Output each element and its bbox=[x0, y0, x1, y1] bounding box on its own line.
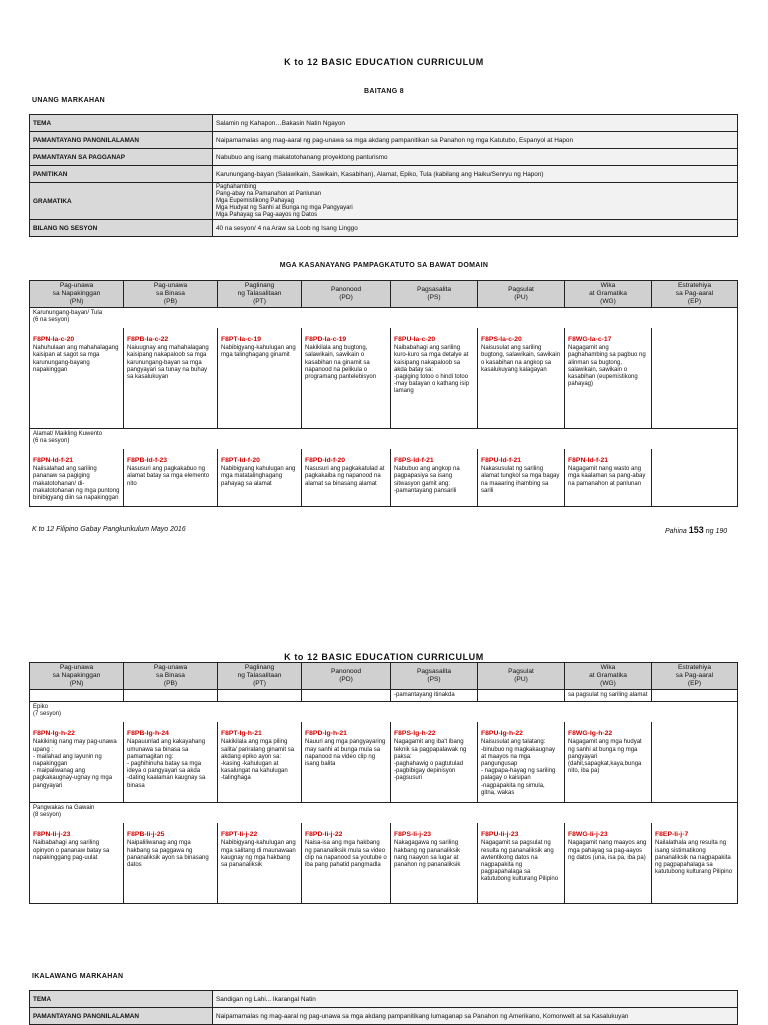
competency-text: Nagagamit nang wasto ang mga kaalaman sa pang-abay na pamanahon at panlunan bbox=[568, 466, 646, 487]
skill-cell bbox=[391, 823, 478, 903]
skill-cell bbox=[218, 449, 302, 507]
competency-text: Nauuri ang mga pangyayaring may sanhi at bunga mula sa napanood na video clip ng isang balita bbox=[305, 739, 386, 767]
section-title-text: Epiko (7 sesyon) bbox=[33, 703, 62, 718]
summary-label: PAMANTAYANG PANGNILALAMAN bbox=[30, 132, 213, 149]
competency-text: Naibabahagi ang sariling opinyon o pananaw batay sa napakinggang pag-uulat bbox=[33, 840, 110, 861]
column-header-row bbox=[30, 281, 738, 308]
page-number bbox=[665, 525, 727, 535]
summary-label: TEMA bbox=[30, 115, 213, 132]
competency-code: F8PS-Ig-h-22 bbox=[394, 730, 436, 738]
skill-cell bbox=[218, 722, 302, 802]
competency-code: F8PB-Ia-c-22 bbox=[127, 336, 169, 344]
skill-cell bbox=[652, 722, 738, 802]
skill-cell bbox=[302, 449, 391, 507]
continuation-cell bbox=[218, 689, 302, 701]
competency-text: Naibabahagi ang sariling kuro-kuro sa mga detalye at kaisipang nakapaloob sa akda batay sa: -pagiging totoo o hindi totoo -may batayan o kathang isip lamang bbox=[394, 345, 470, 395]
summary-label: GRAMATIKA bbox=[30, 183, 213, 220]
section-title bbox=[30, 428, 738, 449]
continuation-cell bbox=[652, 689, 738, 701]
section-title-row bbox=[30, 428, 738, 449]
skill-cell bbox=[565, 328, 652, 428]
summary-value: Sandigan ng Lahi... Ikarangal Natin bbox=[213, 991, 738, 1008]
summary-row bbox=[30, 220, 738, 237]
column-header: Wika at Gramatika (WG) bbox=[565, 663, 652, 690]
summary-table-2 bbox=[29, 990, 738, 1025]
skill-cell bbox=[124, 722, 218, 802]
summary-label: PAMANTAYANG PANGNILALAMAN bbox=[30, 1008, 213, 1025]
section-title-row bbox=[30, 307, 738, 328]
skill-cell bbox=[652, 449, 738, 507]
competency-text: Nabibigyang-kahulugan ang mga salitang di maunawaan kaugnay ng mga hakbang sa pananaliksik bbox=[221, 840, 296, 868]
competency-code: F8PD-Ia-c-19 bbox=[305, 336, 347, 344]
column-header: Estratehiya sa Pag-aaral (EP) bbox=[652, 663, 738, 690]
summary-value: Naipamamalas ng mag-aaral ng pag-unawa sa mga akdang pampanitikang lumaganap sa Panahon ng Amerikano, Komonwelt at sa Kasalukuyan bbox=[213, 1008, 738, 1025]
summary-label: PANITIKAN bbox=[30, 166, 213, 183]
skill-cell bbox=[652, 823, 738, 903]
skill-cell bbox=[124, 449, 218, 507]
competency-code: F8WG-Ii-j-23 bbox=[568, 831, 608, 839]
competency-text: Nasusuri ang pagkakatulad at pagkakaiba ng napanood na alamat sa binasang alamat bbox=[305, 466, 385, 487]
skill-cell bbox=[391, 328, 478, 428]
section-title-row bbox=[30, 701, 738, 722]
continuation-row bbox=[30, 689, 738, 701]
competency-code: F8PN-Ia-c-20 bbox=[33, 336, 75, 344]
skills-row bbox=[30, 823, 738, 903]
skills-row bbox=[30, 328, 738, 428]
competency-text: Naisusulat ang talatang: -binubuo ng magkakaugnay at maayos na mga pangungusap - nagpapa-hayag ng sariling palagay o kaisipan -nagpapakita ng simula, gitna, wakas bbox=[481, 739, 556, 796]
section-title-row bbox=[30, 802, 738, 823]
page-number-prefix: Pahina bbox=[665, 528, 687, 535]
competency-text: Napauunlad ang kakayahang umunawa sa binasa sa pamamagitan ng: - paghihinuha batay sa mga ideya o pangyayari sa akda -dating kaalaman kaugnay sa binasa bbox=[127, 739, 206, 789]
competency-code: F8WG-Ia-c-17 bbox=[568, 336, 612, 344]
competency-code: F8PS-Id-f-21 bbox=[394, 456, 434, 464]
skill-cell bbox=[391, 722, 478, 802]
competency-code: F8PT-Ii-j-22 bbox=[221, 831, 258, 839]
skill-cell bbox=[478, 328, 565, 428]
competency-text: Nakasusulat ng sariling alamat tungkol sa mga bagay na maaaring ihambing sa sarili bbox=[481, 466, 560, 494]
skill-cell bbox=[565, 449, 652, 507]
skills-row bbox=[30, 722, 738, 802]
competency-code: F8PU-Ia-c-20 bbox=[394, 336, 436, 344]
competency-text: Nabibigyang kahulugan ang mga matatalinghagang pahayag sa alamat bbox=[221, 466, 296, 487]
continuation-cell bbox=[30, 689, 124, 701]
section-title-text: Pangwakas na Gawain (8 sesyon) bbox=[33, 804, 95, 818]
competency-code: F8PN-Id-f-21 bbox=[33, 456, 74, 464]
skill-cell bbox=[218, 328, 302, 428]
skill-cell bbox=[124, 328, 218, 428]
summary-value: Paghahambing Pang-abay na Pamanahon at Panlunan Mga Eupemistikong Pahayag Mga Hudyat ng Sanhi at Bunga ng mga Pangyayari Mga Pahayag sa Pag-aayos ng Datos bbox=[213, 183, 738, 220]
skills-row bbox=[30, 449, 738, 507]
summary-label: BILANG NG SESYON bbox=[30, 220, 213, 237]
competency-text: Nakikilala ang mga piling salita/ pariralang ginamit sa akdang epiko ayon sa: -kasing -kahulugan at kasalungat na kahulugan -talinghaga bbox=[221, 739, 295, 782]
summary-label: TEMA bbox=[30, 991, 213, 1008]
skill-cell bbox=[302, 328, 391, 428]
summary-label: PAMANTAYAN SA PAGGANAP bbox=[30, 149, 213, 166]
skill-cell bbox=[478, 722, 565, 802]
summary-row bbox=[30, 166, 738, 183]
skill-cell bbox=[30, 328, 124, 428]
column-header: Pagsulat (PU) bbox=[478, 281, 565, 308]
domain-title: MGA KASANAYANG PAMPAGKATUTO SA BAWAT DOMAIN bbox=[279, 262, 489, 269]
competency-code: F8PT-Id-f-20 bbox=[221, 456, 260, 464]
column-header-row bbox=[30, 663, 738, 690]
competency-text: Nailalathala ang resulta ng isang sistimatikong pananaliksik na nagpapakita ng pagpapahalaga sa katutubong kulturang Pilipino bbox=[655, 840, 733, 876]
competency-text: Naipaliliwanag ang mga hakbang sa paggawa ng pananaliksik ayon sa binasang datos bbox=[127, 840, 209, 868]
competency-text: Nagagamit ang mga hudyat ng sanhi at bunga ng mga pangyayari (dahil,sapagkat,kaya,bunga nito, iba pa) bbox=[568, 739, 642, 775]
competency-text: Nakagagawa ng sariling hakbang ng pananaliksik nang naayon sa lugar at panahon ng pananaliksik bbox=[394, 840, 461, 868]
summary-value: Nabubuo ang isang makatotohanang proyektong panturismo bbox=[213, 149, 738, 166]
competency-text: Nakikilala ang bugtong, salawikain, sawikain o kasabihan na ginamit sa napanood na pelikula o programang pantelebisyon bbox=[305, 345, 377, 380]
skill-cell bbox=[30, 722, 124, 802]
summary-row bbox=[30, 991, 738, 1008]
competency-text: Naisa-isa ang mga hakbang ng pananaliksik mula sa video clip na napanood sa youtube o iba pang pahatid pangmadla bbox=[305, 840, 387, 868]
continuation-cell: sa pagsulat ng sariling alamat bbox=[565, 689, 652, 701]
summary-body bbox=[30, 115, 738, 237]
continuation-cell bbox=[478, 689, 565, 701]
competency-text: Nakikinig nang may pag-unawa upang : - mailahad ang layunin ng napakinggan - maipaliwanag ang pagkakaugnay-ugnay ng mga pangyayari bbox=[33, 739, 117, 789]
column-header: Pag-unawa sa Binasa (PB) bbox=[124, 663, 218, 690]
competency-text: Nagagamit ang iba't ibang teknik sa pagpapalawak ng paksa: -paghahawig o pagtutulad -pagbibigay depinisyon -pagsusuri bbox=[394, 739, 467, 782]
section-title bbox=[30, 802, 738, 823]
competency-code: F8PB-Ii-j-25 bbox=[127, 831, 165, 839]
competency-text: Naisusulat ang sariling bugtong, salawikain, sawikain o kasabihan na angkop sa kasalukuyang kalagayan bbox=[481, 345, 561, 373]
summary-row bbox=[30, 132, 738, 149]
column-header: Panonood (PD) bbox=[302, 663, 391, 690]
skill-cell bbox=[478, 449, 565, 507]
competency-code: F8PN-Id-f-21 bbox=[568, 456, 609, 464]
competency-code: F8PT-Ia-c-19 bbox=[221, 336, 262, 344]
section-title bbox=[30, 307, 738, 328]
column-header: Pagsasalita (PS) bbox=[391, 281, 478, 308]
summary-value: Salamin ng Kahapon…Bakasin Natin Ngayon bbox=[213, 115, 738, 132]
column-header: Pagsulat (PU) bbox=[478, 663, 565, 690]
summary-value: Naipamamalas ang mag-aaral ng pag-unawa sa mga akdang pampanitikan sa Panahon ng mga Katutubo, Espanyol at Hapon bbox=[213, 132, 738, 149]
page-number-suffix: ng 190 bbox=[705, 528, 728, 535]
competency-text: Nabubuo ang angkop na pagpapasiya sa isang sitwasyon gamit ang: -pamantayang pansarili bbox=[394, 466, 460, 494]
quarter-label: UNANG MARKAHAN bbox=[32, 97, 106, 104]
continuation-cell bbox=[124, 689, 218, 701]
skill-cell bbox=[302, 722, 391, 802]
competency-code: F8PD-Ii-j-22 bbox=[305, 831, 343, 839]
competency-code: F8PU-Ii-j-23 bbox=[481, 831, 519, 839]
section-title bbox=[30, 701, 738, 722]
domain-body-2 bbox=[30, 689, 738, 903]
column-header: Wika at Gramatika (WG) bbox=[565, 281, 652, 308]
column-header: Estratehiya sa Pag-aaral (EP) bbox=[652, 281, 738, 308]
skill-cell bbox=[30, 823, 124, 903]
competency-code: F8PU-Id-f-21 bbox=[481, 456, 522, 464]
continuation-cell: -pamantayang itinakda bbox=[391, 689, 478, 701]
competency-code: F8PT-Ig-h-21 bbox=[221, 730, 262, 738]
competency-code: F8PU-Ig-h-22 bbox=[481, 730, 523, 738]
column-header: Pag-unawa sa Napakinggan (PN) bbox=[30, 663, 124, 690]
competency-code: F8PD-Id-f-20 bbox=[305, 456, 346, 464]
quarter2-label: IKALAWANG MARKAHAN bbox=[32, 973, 124, 980]
summary-row bbox=[30, 183, 738, 220]
competency-code: F8PB-Ig-h-24 bbox=[127, 730, 169, 738]
column-header: Pag-unawa sa Binasa (PB) bbox=[124, 281, 218, 308]
section-title-text: Alamat/ Maikling Kuwento (6 na sesyon) bbox=[33, 430, 103, 444]
summary-body-2 bbox=[30, 991, 738, 1025]
footer-guide-title: K to 12 Filipino Gabay Pangkurikulum Mayo 2016 bbox=[32, 526, 186, 533]
summary-row bbox=[30, 1008, 738, 1025]
competency-code: F8PS-Ia-c-20 bbox=[481, 336, 522, 344]
skill-cell bbox=[30, 449, 124, 507]
summary-value: 40 na sesyon/ 4 na Araw sa Loob ng Isang Linggo bbox=[213, 220, 738, 237]
column-header: Panonood (PD) bbox=[302, 281, 391, 308]
section-title-text: Karunungang-bayan/ Tula (6 na sesyon) bbox=[33, 309, 103, 323]
page1-header: K to 12 BASIC EDUCATION CURRICULUM bbox=[284, 57, 484, 67]
competency-text: Nahuhulaan ang mahahalagang kaisipan at sagot sa mga karunungang-bayang napakinggan bbox=[33, 345, 119, 373]
skill-cell bbox=[565, 722, 652, 802]
summary-row bbox=[30, 149, 738, 166]
competency-text: Nagagamit nang maayos ang mga pahayag sa pag-aayos ng datos (una, isa pa, iba pa) bbox=[568, 840, 647, 861]
skill-cell bbox=[218, 823, 302, 903]
competency-text: Naiuugnay ang mahahalagang kaisipang nakapaloob sa mga karunungang-bayan sa mga pangyayari sa tunay na buhay sa kasalukuyan bbox=[127, 345, 209, 380]
page2-header: K to 12 BASIC EDUCATION CURRICULUM bbox=[284, 652, 484, 662]
competency-code: F8PD-Ig-h-21 bbox=[305, 730, 347, 738]
summary-row bbox=[30, 115, 738, 132]
column-header: Paglinang ng Talasalitaan (PT) bbox=[218, 663, 302, 690]
skill-cell bbox=[302, 823, 391, 903]
page-number-value: 153 bbox=[688, 525, 704, 535]
continuation-cell bbox=[302, 689, 391, 701]
domain-table-1 bbox=[29, 280, 738, 507]
skill-cell bbox=[124, 823, 218, 903]
competency-code: F8EP-Ii-j-7 bbox=[655, 831, 689, 839]
skill-cell bbox=[652, 328, 738, 428]
grade-label: BAITANG 8 bbox=[364, 88, 404, 95]
domain-body-1 bbox=[30, 307, 738, 507]
column-header: Pagsasalita (PS) bbox=[391, 663, 478, 690]
summary-value: Karunungang-bayan (Salawikain, Sawikain, Kasabihan), Alamat, Epiko, Tula (kabilang ang Haiku/Senryu ng Hapon) bbox=[213, 166, 738, 183]
domain-table-2 bbox=[29, 662, 738, 904]
competency-text: Nabibigyang-kahulugan ang mga talinghagang ginamit bbox=[221, 345, 296, 359]
column-header: Pag-unawa sa Napakinggan (PN) bbox=[30, 281, 124, 308]
skill-cell bbox=[478, 823, 565, 903]
competency-text: Nagagamit sa pagsulat ng resulta ng pananaliksik ang awtentikong datos na nagpapakita ng pagpapahalaga sa katutubong kulturang Pilipino bbox=[481, 840, 559, 883]
skill-cell bbox=[391, 449, 478, 507]
competency-code: F8PN-Ig-h-22 bbox=[33, 730, 75, 738]
summary-table bbox=[29, 114, 738, 237]
competency-text: Naiisalahad ang sariling pananaw sa pagiging makatotohanan/ di-makatotohanan ng mga puntong binibigyang diin sa napakinggan bbox=[33, 466, 120, 501]
competency-text: Nasusuri ang pagkakabuo ng alamat batay sa mga elemento nito bbox=[127, 466, 210, 487]
competency-code: F8PS-Ii-j-23 bbox=[394, 831, 432, 839]
column-header: Paglinang ng Talasalitaan (PT) bbox=[218, 281, 302, 308]
competency-code: F8PN-Ii-j-23 bbox=[33, 831, 71, 839]
competency-code: F8PB-Id-f-23 bbox=[127, 456, 168, 464]
competency-text: Nagagamit ang paghahambing sa pagbuo ng alinman sa bugtong, salawikain, sawikain o kasabihan (eupemistikong pahayag) bbox=[568, 345, 646, 388]
skill-cell bbox=[565, 823, 652, 903]
competency-code: F8WG-Ig-h-22 bbox=[568, 730, 613, 738]
